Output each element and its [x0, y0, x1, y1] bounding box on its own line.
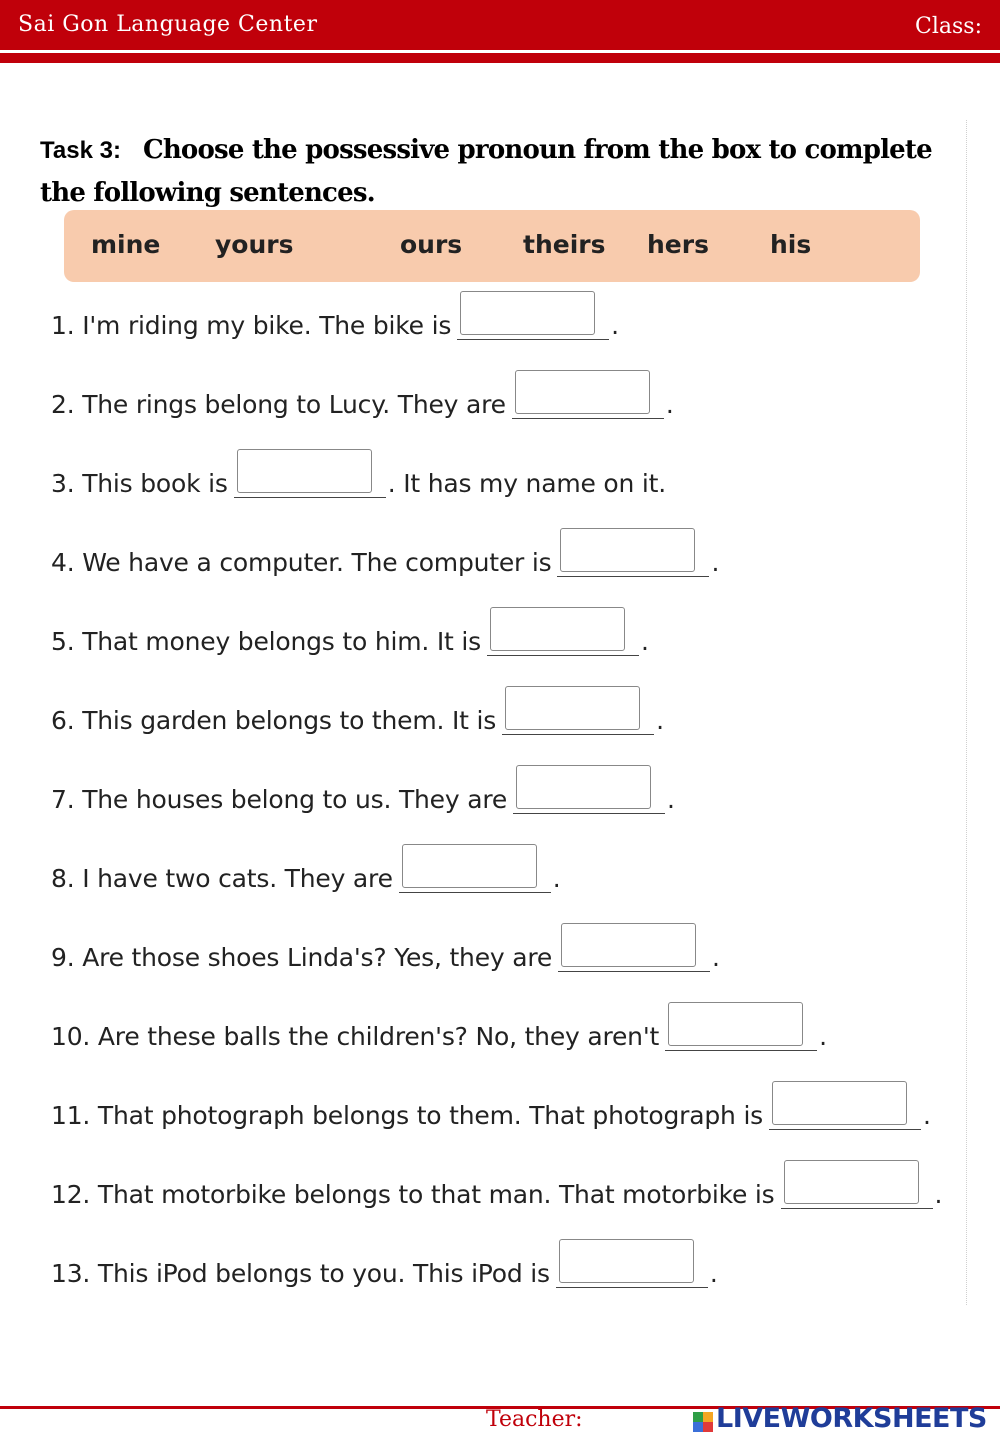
answer-input-8[interactable]: [402, 844, 537, 888]
answer-input-9[interactable]: [561, 923, 696, 967]
answer-input-1[interactable]: [460, 291, 595, 335]
task-title: [40, 130, 940, 216]
sentence-1-text: 1. I'm riding my bike. The bike is: [51, 311, 452, 340]
sentence-2-end: .: [665, 390, 674, 419]
class-label: Class:: [915, 14, 982, 39]
sentence-13: [51, 1238, 718, 1288]
answer-input-3[interactable]: [237, 449, 372, 493]
sentence-13-end: .: [709, 1259, 718, 1288]
sentence-3-end: . It has my name on it.: [387, 469, 666, 498]
answer-input-11[interactable]: [772, 1081, 907, 1125]
answer-input-12[interactable]: [784, 1160, 919, 1204]
blank-6: [502, 688, 654, 735]
task-instruction: Choose the possessive pronoun from the box to complete the following sentences.: [40, 135, 932, 208]
sentence-7-end: .: [667, 785, 675, 814]
task-label: Task 3:: [40, 137, 121, 164]
word-mine: mine: [91, 230, 161, 259]
teacher-label: Teacher:: [486, 1407, 583, 1432]
liveworksheets-logo-icon: [693, 1412, 713, 1432]
sentence-8: [51, 843, 561, 893]
answer-input-10[interactable]: [668, 1002, 803, 1046]
sentence-7-text: 7. The houses belong to us. They are: [51, 785, 508, 814]
sentence-9-text: 9. Are those shoes Linda's? Yes, they are: [51, 943, 553, 972]
sentence-4-end: .: [711, 548, 720, 577]
word-box: [64, 210, 920, 282]
header-bar: [0, 0, 1000, 50]
sentence-5: [51, 606, 649, 656]
sentence-2-text: 2. The rings belong to Lucy. They are: [51, 390, 506, 419]
blank-5: [487, 609, 639, 656]
center-name: Sai Gon Language Center: [18, 12, 318, 37]
sentence-8-end: .: [552, 864, 561, 893]
blank-8: [399, 846, 551, 893]
word-yours: yours: [215, 230, 294, 259]
sentence-1: [51, 290, 619, 340]
blank-12: [781, 1162, 933, 1209]
answer-input-7[interactable]: [516, 765, 651, 809]
sentence-9: [51, 922, 720, 972]
sentence-11: [51, 1080, 931, 1130]
blank-11: [769, 1083, 921, 1130]
answer-input-13[interactable]: [559, 1239, 694, 1283]
sentence-6-end: .: [656, 706, 664, 735]
answer-input-5[interactable]: [490, 607, 625, 651]
sentence-7: [51, 764, 675, 814]
sentence-8-text: 8. I have two cats. They are: [51, 864, 393, 893]
sentence-6-text: 6. This garden belongs to them. It is: [51, 706, 497, 735]
answer-input-4[interactable]: [560, 528, 695, 572]
sentence-6: [51, 685, 664, 735]
sentence-5-text: 5. That money belongs to him. It is: [51, 627, 481, 656]
word-theirs: theirs: [523, 230, 606, 259]
answer-input-2[interactable]: [515, 370, 650, 414]
sentence-3: [51, 448, 666, 498]
word-hers: hers: [647, 230, 709, 259]
word-ours: ours: [400, 230, 463, 259]
sentence-12-end: .: [934, 1180, 943, 1209]
blank-4: [557, 530, 709, 577]
sentence-10-text: 10. Are these balls the children's? No, they aren't: [51, 1022, 660, 1051]
blank-7: [513, 767, 665, 814]
sentence-2: [51, 369, 674, 419]
blank-9: [558, 925, 710, 972]
sentence-10-end: .: [819, 1022, 827, 1051]
sentence-11-end: .: [923, 1101, 931, 1130]
sentence-10: [51, 1001, 827, 1051]
blank-2: [512, 372, 664, 419]
liveworksheets-brand[interactable]: LIVEWORKSHEETS: [716, 1403, 987, 1434]
sentence-1-end: .: [611, 311, 619, 340]
sentence-13-text: 13. This iPod belongs to you. This iPod is: [51, 1259, 550, 1288]
blank-1: [457, 293, 609, 340]
header-divider: [0, 53, 1000, 63]
sentence-4: [51, 527, 719, 577]
word-his: his: [770, 230, 812, 259]
blank-10: [665, 1004, 817, 1051]
sentence-12: [51, 1159, 942, 1209]
sentence-9-end: .: [712, 943, 720, 972]
sentence-5-end: .: [640, 627, 649, 656]
blank-3: [234, 451, 386, 498]
sentence-4-text: 4. We have a computer. The computer is: [51, 548, 552, 577]
blank-13: [556, 1241, 708, 1288]
sentence-12-text: 12. That motorbike belongs to that man. That motorbike is: [51, 1180, 775, 1209]
sentence-3-text: 3. This book is: [51, 469, 228, 498]
answer-input-6[interactable]: [505, 686, 640, 730]
sentence-11-text: 11. That photograph belongs to them. That photograph is: [51, 1101, 764, 1130]
